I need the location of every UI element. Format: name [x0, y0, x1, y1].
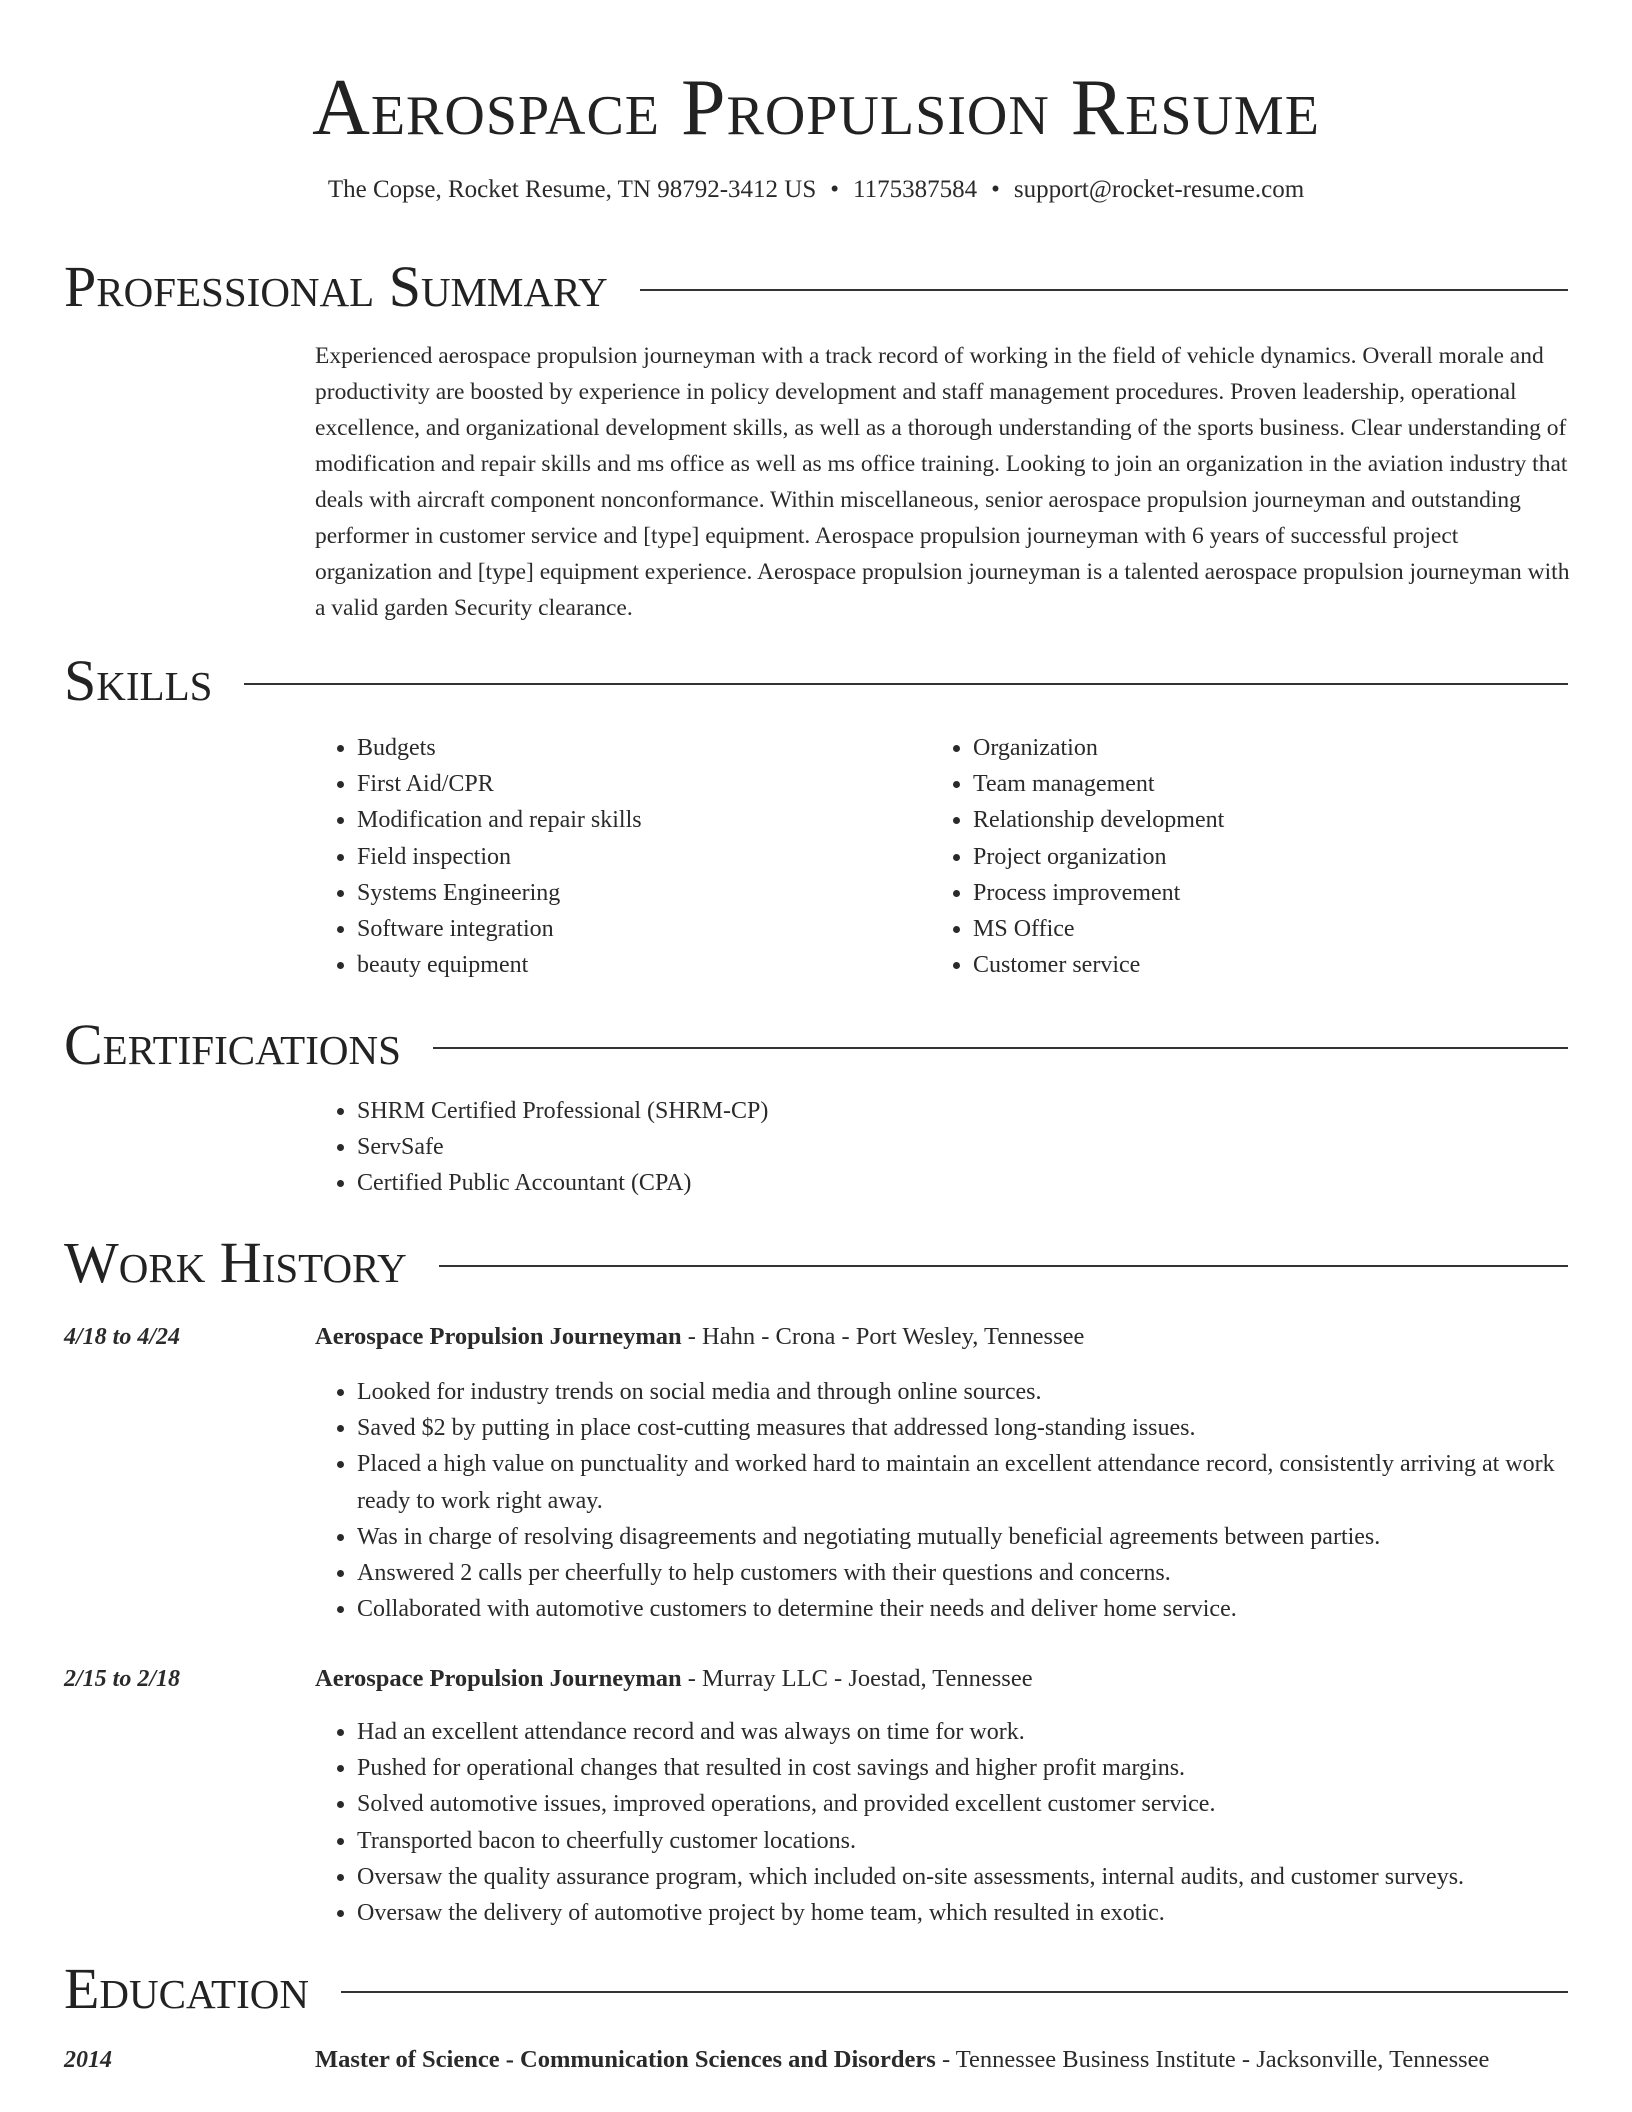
job-bullets	[312, 1714, 1607, 1931]
skill-item: • Field inspection	[357, 839, 917, 875]
contact-separator: •	[830, 176, 839, 203]
job-heading	[315, 1661, 1570, 1697]
skill-item: • Systems Engineering	[357, 875, 917, 911]
education-section-title: Education	[64, 1956, 309, 2021]
skill-item: • Relationship development	[973, 802, 1573, 838]
job-dates: 2/15 to 2/18	[64, 1666, 181, 1692]
resume-name: Aerospace Propulsion Resume	[312, 64, 1320, 152]
summary-section-header	[64, 252, 1568, 322]
job-bullet: • Was in charge of resolving disagreements and negotiating mutually beneficial agreements between parties.	[357, 1519, 1607, 1555]
job-bullet: • Answered 2 calls per cheerfully to help customers with their questions and concerns.	[357, 1555, 1607, 1591]
work-section-header	[64, 1228, 1568, 1298]
section-divider	[341, 1991, 1568, 1993]
work-section-title: Work History	[64, 1230, 407, 1295]
job-bullet: • Saved $2 by putting in place cost-cutting measures that addressed long-standing issues.	[357, 1410, 1607, 1446]
skill-item: • Organization	[973, 730, 1573, 766]
summary-section-title: Professional Summary	[64, 254, 608, 319]
skill-item: • beauty equipment	[357, 947, 917, 983]
skill-item: • Process improvement	[973, 875, 1573, 911]
job-heading	[315, 1319, 1570, 1355]
certifications-section-title: Certifications	[64, 1012, 401, 1077]
education-degree: Master of Science - Communication Sciences and Disorders	[315, 2046, 936, 2073]
contact-address: The Copse, Rocket Resume, TN 98792-3412 US	[327, 176, 817, 203]
skill-item: • MS Office	[973, 911, 1573, 947]
education-entry	[315, 2042, 1570, 2078]
skill-item: • Customer service	[973, 947, 1573, 983]
skills-section-header	[64, 646, 1568, 716]
job-bullet: • Oversaw the quality assurance program, which included on-site assessments, internal audits, and customer surveys.	[357, 1859, 1607, 1895]
contact-separator: •	[991, 176, 1000, 203]
certifications-section-header	[64, 1010, 1568, 1080]
section-divider	[433, 1047, 1568, 1049]
job-bullet: • Looked for industry trends on social media and through online sources.	[357, 1374, 1607, 1410]
education-year: 2014	[64, 2047, 112, 2073]
education-institution: - Tennessee Business Institute - Jacksonville, Tennessee	[935, 2046, 1490, 2073]
skill-item: • Project organization	[973, 839, 1573, 875]
skill-item: • Budgets	[357, 730, 917, 766]
job-bullet: • Transported bacon to cheerfully customer locations.	[357, 1823, 1607, 1859]
job-employer: - Hahn - Crona - Port Wesley, Tennessee	[681, 1323, 1085, 1350]
section-divider	[439, 1265, 1568, 1267]
section-divider	[640, 289, 1568, 291]
skill-item: • Modification and repair skills	[357, 802, 917, 838]
job-bullet: • Oversaw the delivery of automotive project by home team, which resulted in exotic.	[357, 1895, 1607, 1931]
summary-text: Experienced aerospace propulsion journeyman with a track record of working in the field of vehicle dynamics. Overall morale and productivity are boosted by experience in policy development and staff management procedures. Proven leadership, operational excellence, and organizational development skills, as well as a thorough understanding of the sports business. Clear understanding of modification and repair skills and ms office as well as ms office training. Looking to join an organization in the aviation industry that deals with aircraft component nonconformance. Within miscellaneous, senior aerospace propulsion journeyman and outstanding performer in customer service and [type] equipment. Aerospace propulsion journeyman with 6 years of successful project organization and [type] equipment experience. Aerospace propulsion journeyman is a talented aerospace propulsion journeyman with a valid garden Security clearance.	[315, 343, 1570, 621]
job-bullet: • Solved automotive issues, improved operations, and provided excellent customer service.	[357, 1786, 1607, 1822]
certifications-list	[312, 1093, 1557, 1202]
certification-item: • Certified Public Accountant (CPA)	[357, 1165, 1557, 1201]
job-bullet: • Pushed for operational changes that resulted in cost savings and higher profit margins.	[357, 1750, 1607, 1786]
certification-item: • ServSafe	[357, 1129, 1557, 1165]
contact-phone: 1175387584	[853, 176, 978, 203]
skills-list-right	[928, 730, 1573, 983]
job-bullet: • Placed a high value on punctuality and worked hard to maintain an excellent attendance record, consistently arriving at work ready to work right away.	[357, 1446, 1607, 1518]
section-divider	[244, 683, 1568, 685]
contact-line	[64, 172, 1568, 208]
job-bullets	[312, 1374, 1607, 1627]
job-dates: 4/18 to 4/24	[64, 1324, 181, 1350]
job-title: Aerospace Propulsion Journeyman	[315, 1323, 682, 1350]
certification-item: • SHRM Certified Professional (SHRM-CP)	[357, 1093, 1557, 1129]
job-employer: - Murray LLC - Joestad, Tennessee	[681, 1665, 1033, 1692]
skill-item: • Software integration	[357, 911, 917, 947]
job-title: Aerospace Propulsion Journeyman	[315, 1665, 682, 1692]
job-bullet: • Collaborated with automotive customers to determine their needs and deliver home service.	[357, 1591, 1607, 1627]
skill-item: • First Aid/CPR	[357, 766, 917, 802]
skill-item: • Team management	[973, 766, 1573, 802]
education-section-header	[64, 1954, 1568, 2024]
job-bullet: • Had an excellent attendance record and was always on time for work.	[357, 1714, 1607, 1750]
skills-list-left	[312, 730, 917, 983]
skills-section-title: Skills	[64, 648, 213, 713]
contact-email: support@rocket-resume.com	[1013, 176, 1305, 203]
